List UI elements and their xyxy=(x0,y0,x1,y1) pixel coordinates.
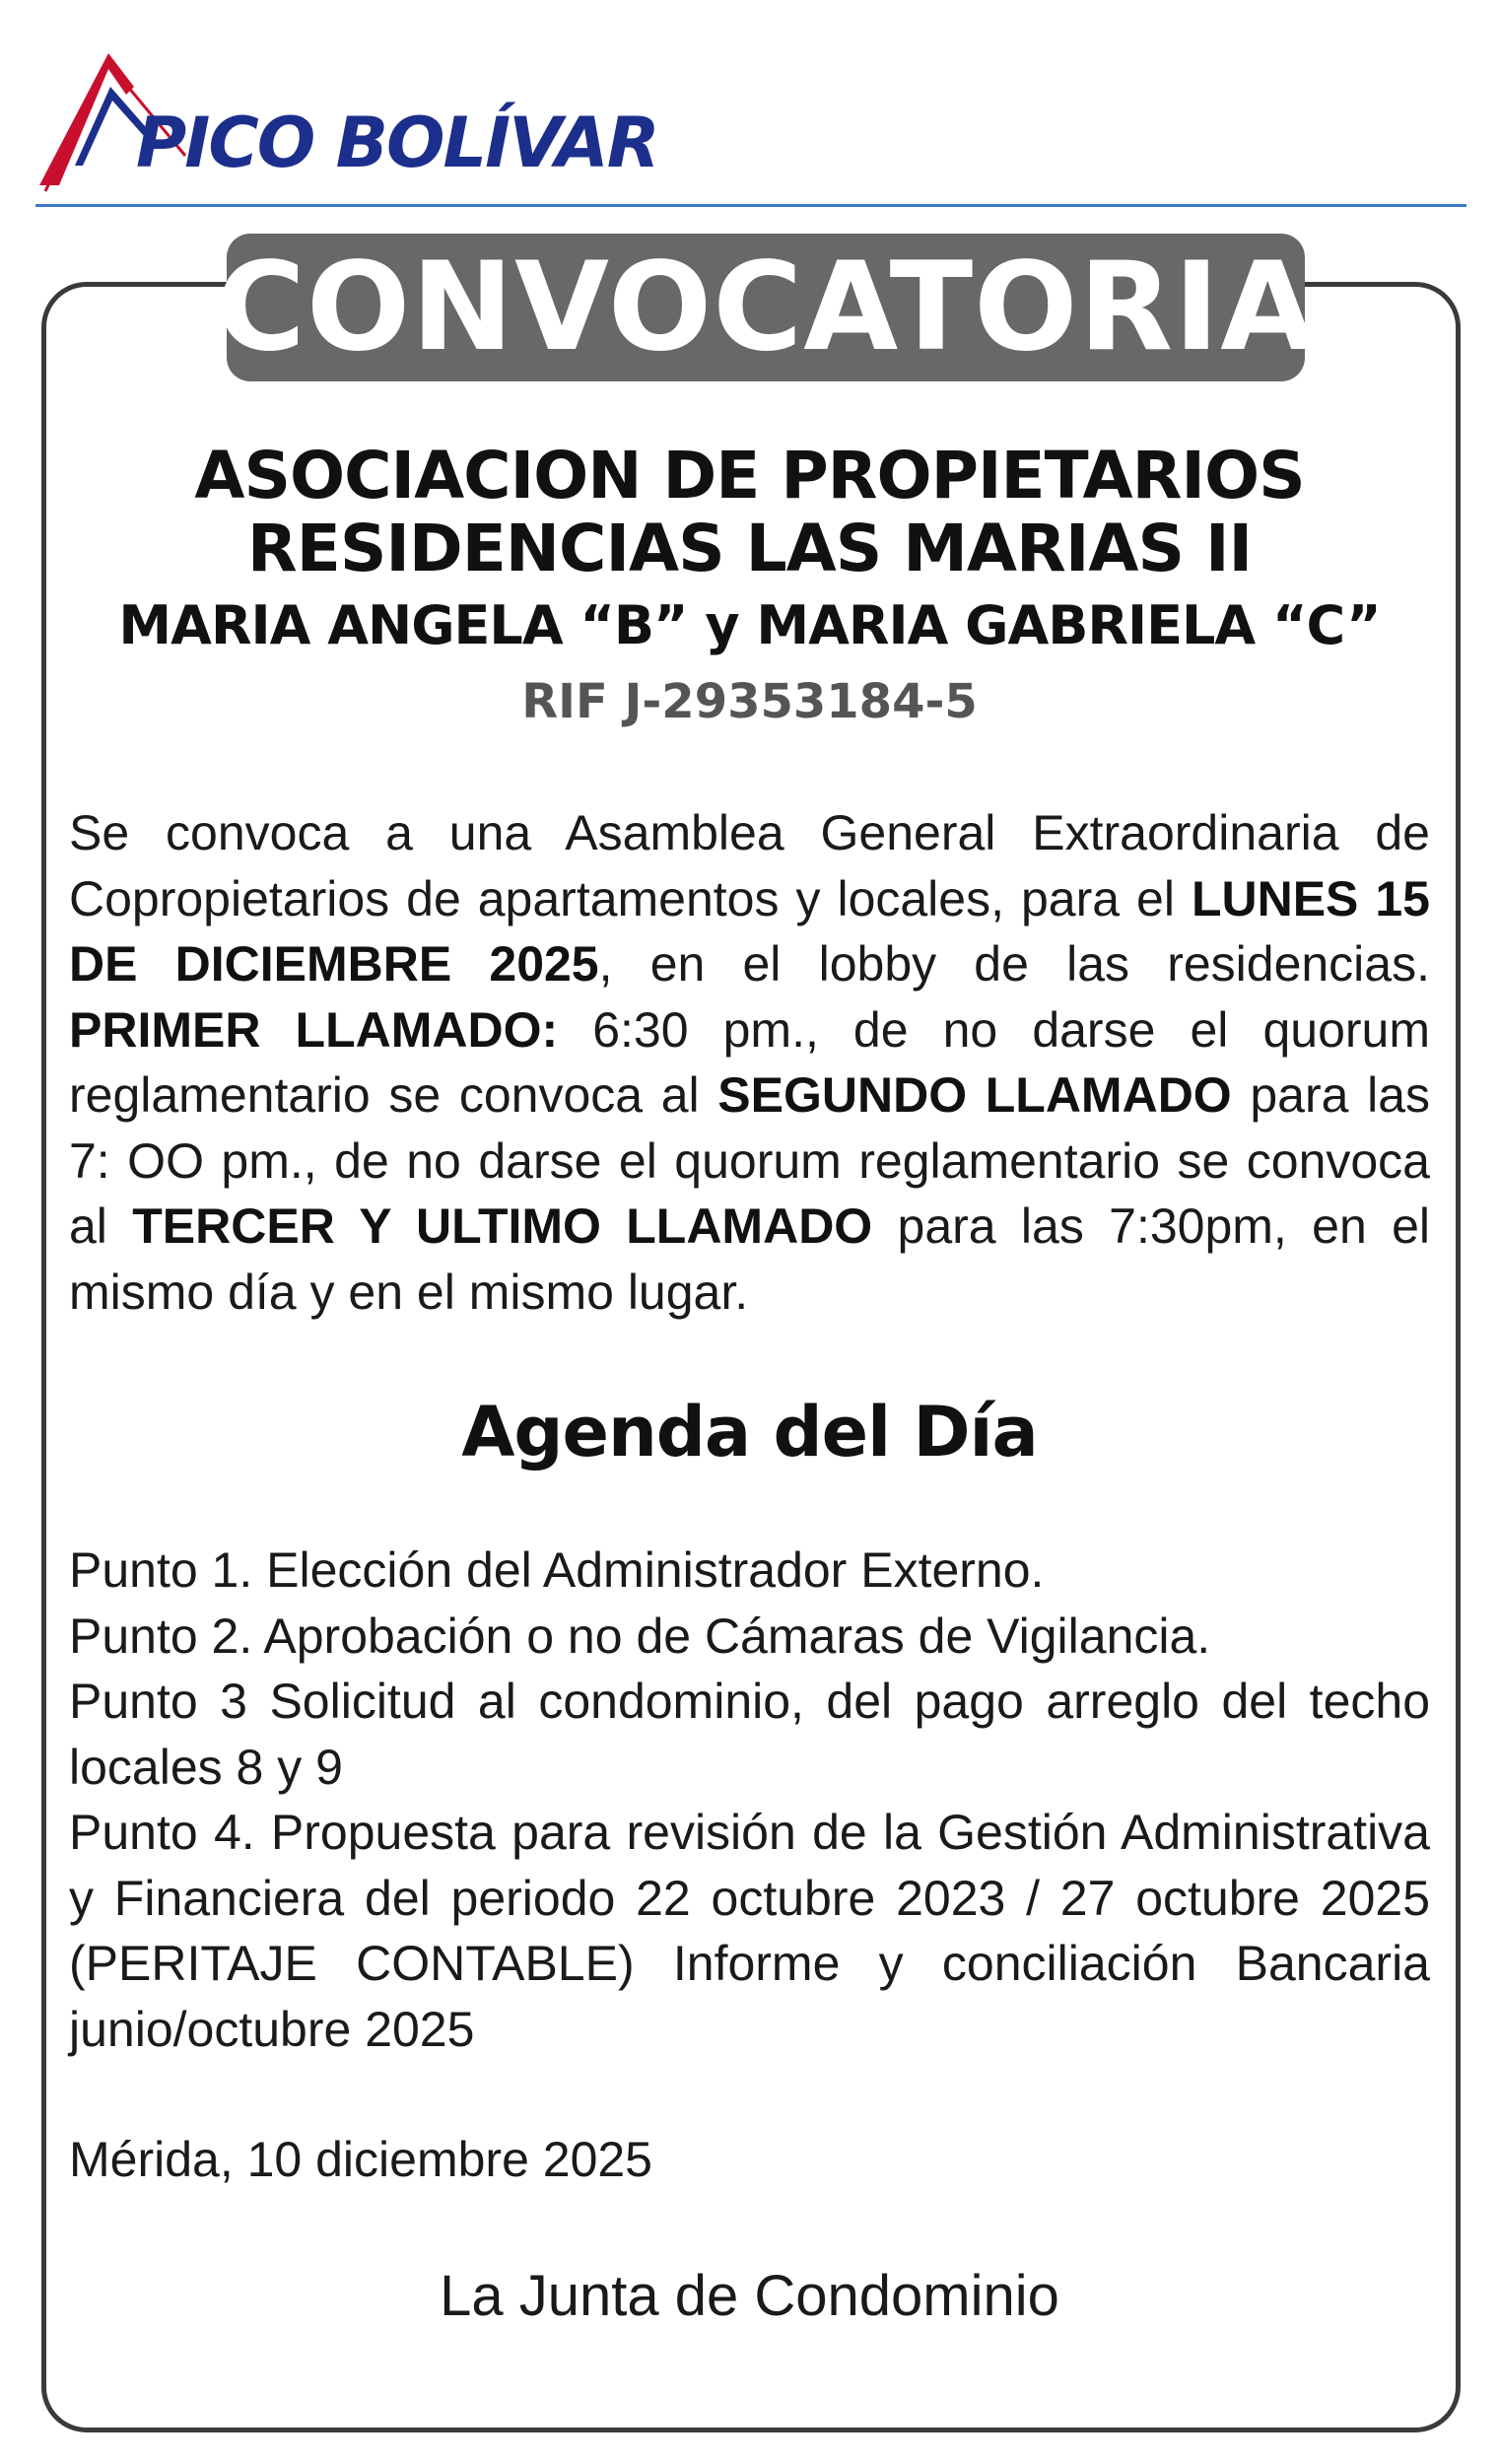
agenda-item: Punto 2. Aprobación o no de Cámaras de Vigilancia. xyxy=(69,1608,1211,1664)
agenda-list xyxy=(69,1538,1430,2062)
building-names: MARIA ANGELA “B” y MARIA GABRIELA “C” xyxy=(118,594,1381,656)
place-and-date: Mérida, 10 diciembre 2025 xyxy=(69,2132,652,2187)
signature-line: La Junta de Condominio xyxy=(440,2264,1059,2328)
agenda-item: Punto 4. Propuesta para revisión de la Gestión Administrativa y Financiera del periodo 22 octubre 2023 / 27 octubre 2025 (PERITAJE CONTABLE) Informe y conciliación Bancaria junio/octubre 2025 xyxy=(69,1805,1430,2057)
header-divider xyxy=(35,204,1466,207)
association-name-line2: RESIDENCIAS LAS MARIAS II xyxy=(246,511,1253,586)
convocation-paragraph xyxy=(69,800,1430,1325)
agenda-item: Punto 1. Elección del Administrador Externo. xyxy=(69,1542,1045,1598)
association-name-line1: ASOCIACION DE PROPIETARIOS xyxy=(194,438,1305,513)
third-call-label: TERCER Y ULTIMO LLAMADO xyxy=(132,1198,873,1254)
agenda-title: Agenda del Día xyxy=(461,1392,1038,1472)
logo-wordmark: PICO BOLÍVAR xyxy=(136,103,658,183)
intro-text-4: para las 7: OO pm., de no darse el quorum reglamentario se convoca al xyxy=(69,1067,1430,1254)
rif-number: RIF J-29353184-5 xyxy=(521,674,978,729)
first-call-label: PRIMER LLAMADO: xyxy=(69,1001,559,1058)
pico-bolivar-logo xyxy=(37,47,658,195)
intro-text-3: 6:30 pm., de no darse el quorum reglamentario se convoca al xyxy=(69,1001,1430,1123)
intro-text-2: , en el lobby de las residencias. xyxy=(598,936,1430,992)
meeting-date: LUNES 15 DE DICIEMBRE 2025 xyxy=(69,870,1430,992)
second-call-label: SEGUNDO LLAMADO xyxy=(717,1067,1232,1123)
intro-text-5: para las 7:30pm, en el mismo día y en el mismo lugar. xyxy=(69,1198,1430,1320)
agenda-item: Punto 3 Solicitud al condominio, del pago arreglo del techo locales 8 y 9 xyxy=(69,1674,1430,1795)
banner-title: CONVOCATORIA xyxy=(215,237,1317,378)
intro-text-1: Se convoca a una Asamblea General Extraordinaria de Copropietarios de apartamentos y locales, para el xyxy=(69,805,1430,926)
title-banner xyxy=(215,234,1317,381)
